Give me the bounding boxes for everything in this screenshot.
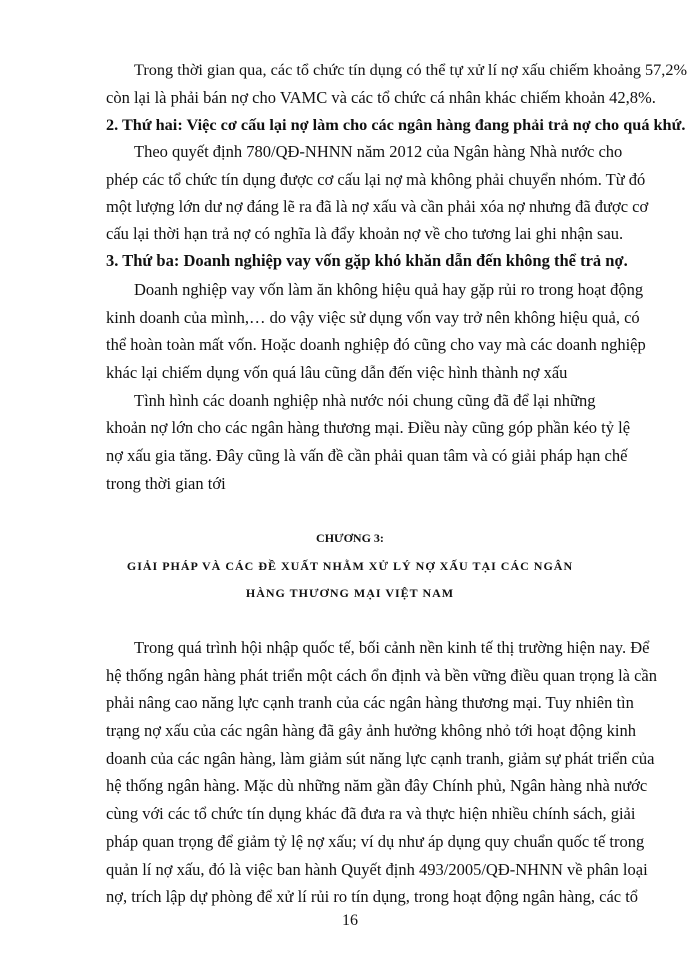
paragraph-line: Doanh nghiệp vay vốn làm ăn không hiệu quả hay gặp rủi ro trong hoạt động xyxy=(134,280,644,299)
paragraph-line: nợ xấu gia tăng. Đây cũng là vấn đề cần phải quan tâm và có giải pháp hạn chế xyxy=(106,446,628,465)
paragraph-line: trong thời gian tới xyxy=(106,474,226,493)
paragraph-line: hệ thống ngân hàng phát triển một cách ổn định và bền vững điều quan trọng là cần xyxy=(106,666,658,685)
paragraph-line: Theo quyết định 780/QĐ-NHNN năm 2012 của Ngân hàng Nhà nước cho xyxy=(134,142,623,161)
paragraph-line: một lượng lớn dư nợ đáng lẽ ra đã là nợ xấu và cần phải xóa nợ nhưng đã được cơ xyxy=(106,197,649,216)
paragraph-line: kinh doanh của mình,… do vậy việc sử dụng vốn vay trở nên không hiệu quả, có xyxy=(106,308,640,327)
paragraph-line: nợ, trích lập dự phòng để xử lí rủi ro tín dụng, trong hoạt động ngân hàng, các tổ xyxy=(106,887,639,906)
paragraph-line: còn lại là phải bán nợ cho VAMC và các tổ chức cá nhân khác chiếm khoản 42,8%. xyxy=(106,88,656,107)
paragraph-line: pháp quan trọng để giảm tỷ lệ nợ xấu; ví dụ như áp dụng quy chuẩn quốc tế trong xyxy=(106,832,645,851)
paragraph-line: trạng nợ xấu của các ngân hàng đã gây ảnh hưởng không nhỏ tới hoạt động kinh xyxy=(106,721,636,740)
paragraph-line: doanh của các ngân hàng, làm giảm sút năng lực cạnh tranh, giảm sự phát triển của xyxy=(106,749,655,768)
paragraph-line: Tình hình các doanh nghiệp nhà nước nói chung cũng đã để lại những xyxy=(134,391,596,410)
chapter-title-line: GIẢI PHÁP VÀ CÁC ĐỀ XUẤT NHẰM XỬ LÝ NỢ XẤU TẠI CÁC NGÂN xyxy=(126,559,574,573)
paragraph-line: khoản nợ lớn cho các ngân hàng thương mại. Điều này cũng góp phần kéo tỷ lệ xyxy=(106,418,631,437)
page-number: 16 xyxy=(342,912,358,929)
section-heading: 3. Thứ ba: Doanh nghiệp vay vốn gặp khó khăn dẫn đến không thể trả nợ. xyxy=(106,251,628,270)
paragraph-line: thể hoàn toàn mất vốn. Hoặc doanh nghiệp đó cũng cho vay mà các doanh nghiệp xyxy=(106,335,646,354)
paragraph-line: Trong thời gian qua, các tổ chức tín dụng có thể tự xử lí nợ xấu chiếm khoảng 57,2% xyxy=(134,61,687,79)
paragraph-line: Trong quá trình hội nhập quốc tế, bối cảnh nền kinh tế thị trường hiện nay. Để xyxy=(134,638,650,657)
paragraph-line: cùng với các tổ chức tín dụng khác đã đưa ra và thực hiện nhiều chính sách, giải xyxy=(106,804,636,823)
paragraph-line: cấu lại thời hạn trả nợ có nghĩa là đẩy khoản nợ về cho tương lai ghi nhận sau. xyxy=(106,224,624,243)
paragraph-line: khác lại chiếm dụng vốn quá lâu cũng dẫn đến việc hình thành nợ xấu xyxy=(106,363,568,382)
paragraph-line: hệ thống ngân hàng. Mặc dù những năm gần đây Chính phủ, Ngân hàng nhà nước xyxy=(106,776,648,795)
chapter-title-line: HÀNG THƯƠNG MẠI VIỆT NAM xyxy=(245,586,455,600)
section-heading: 2. Thứ hai: Việc cơ cấu lại nợ làm cho các ngân hàng đang phải trả nợ cho quá khứ. xyxy=(106,116,686,134)
chapter-label: CHƯƠNG 3: xyxy=(316,531,384,545)
paragraph-line: phép các tổ chức tín dụng được cơ cấu lại nợ mà không phải chuyển nhóm. Từ đó xyxy=(106,170,646,189)
paragraph-line: phải nâng cao năng lực cạnh tranh của các ngân hàng thương mại. Tuy nhiên tìn xyxy=(106,693,634,712)
paragraph-line: quản lí nợ xấu, đó là việc ban hành Quyết định 493/2005/QĐ-NHNN về phân loại xyxy=(106,860,648,879)
